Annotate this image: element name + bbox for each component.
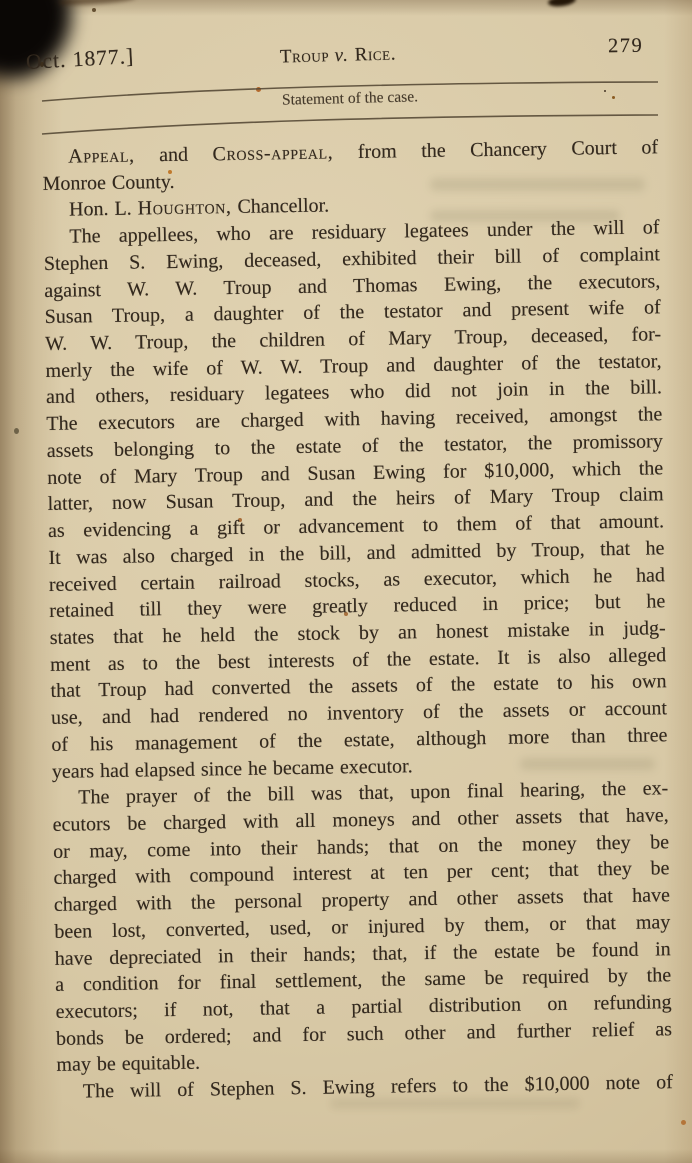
- text-run: years had elapsed since he became executor.: [51, 754, 413, 783]
- text-run: The executors are charged with having received, amongst the: [46, 403, 663, 436]
- header-case-title: [160, 40, 516, 71]
- scan-shadow-top-left-corner: [0, 0, 83, 90]
- text-run: against W. W. Troup and Thomas Ewing, the executors,: [44, 269, 661, 302]
- text-run: been lost, converted, used, or injured by them, or that may: [54, 911, 671, 943]
- text-run: received certain railroad stocks, as executor, which he had: [48, 563, 666, 596]
- page-number: 279: [607, 34, 644, 58]
- smallcaps-run: Rice.: [349, 43, 397, 66]
- text-run: of his management of the estate, although more than three: [51, 724, 668, 756]
- paper-speck: [681, 1120, 686, 1125]
- text-run: note of Mary Troup and Susan Ewing for $10,000, which the: [47, 456, 664, 489]
- smallcaps-run: Cross-appeal,: [212, 141, 334, 166]
- text-run: assets belonging to the estate of the testator, the promissory: [46, 430, 663, 462]
- text-run: Stephen S. Ewing, deceased, exhibited their bill of complaint: [43, 243, 660, 275]
- case-statement-text: [42, 134, 673, 1105]
- text-run: executors; if not, that a partial distribution on refunding: [55, 991, 672, 1023]
- text-run: bonds be ordered; and for such other and further relief as: [55, 1017, 673, 1050]
- text-run: and others, residuary legatees who did not join in the bill.: [45, 376, 663, 409]
- text-run: states that he held the stock by an honest mistake in judg-: [49, 617, 666, 649]
- smallcaps-run: Troup: [279, 45, 335, 68]
- paper-speck: [92, 8, 96, 12]
- paper-speck: [14, 428, 19, 434]
- smallcaps-run: Houghton,: [137, 196, 232, 220]
- text-run: or may, come into their hands; that on the money they be: [52, 830, 670, 863]
- text-run: a condition for final settlement, the same be required by the: [55, 964, 672, 997]
- text-run: charged with compound interest at ten per cent; that they be: [53, 857, 670, 890]
- text-run: and: [134, 143, 213, 167]
- text-run: that Troup had converted the assets of the estate to his own: [50, 670, 667, 703]
- text-run: may be equitable.: [56, 1052, 201, 1077]
- text-run: retained till they were greatly reduced in price; but he: [49, 590, 666, 623]
- text-run: Susan Troup, a daughter of the testator and present wife of: [44, 296, 661, 329]
- text-run: as evidencing a gift or advancement to them of that amount.: [47, 510, 665, 543]
- text-run: It was also charged in the bill, and admitted by Troup, that he: [48, 537, 665, 569]
- header-date: Oct. 1877.]: [25, 43, 135, 74]
- text-run: Monroe County.: [42, 170, 175, 195]
- text-run: ment as to the best interests of the estate. It is also alleged: [50, 643, 667, 676]
- text-run: from the Chancery Court of: [333, 136, 659, 164]
- text-run: The prayer of the bill was that, upon final hearing, the ex-: [78, 777, 669, 809]
- text-run: merly the wife of W. W. Troup and daughter of the testator,: [45, 350, 662, 382]
- text-run: The will of Stephen S. Ewing refers to the $10,000 note of: [82, 1071, 673, 1103]
- scan-smudge-top-center: [547, 0, 576, 8]
- italic-run: v.: [334, 44, 350, 67]
- text-run: Hon. L.: [68, 197, 138, 222]
- smallcaps-run: Appeal,: [68, 144, 135, 168]
- text-run: use, and had rendered no inventory of the assets or account: [50, 697, 668, 730]
- separator-rule-bottom: [40, 111, 662, 137]
- text-run: Chancellor.: [231, 194, 330, 219]
- section-label: Statement of the case.: [281, 88, 419, 109]
- text-run: ecutors be charged with all moneys and other assets that have,: [52, 804, 669, 836]
- text-run: The appellees, who are residuary legatees under the will of: [69, 216, 660, 248]
- text-run: charged with the personal property and other assets that have: [53, 884, 671, 917]
- text-run: have depreciated in their hands; that, if the estate be found in: [54, 937, 671, 970]
- text-run: latter, now Susan Troup, and the heirs of Mary Troup claim: [47, 483, 664, 516]
- text-run: W. W. Troup, the children of Mary Troup, deceased, for-: [44, 323, 662, 356]
